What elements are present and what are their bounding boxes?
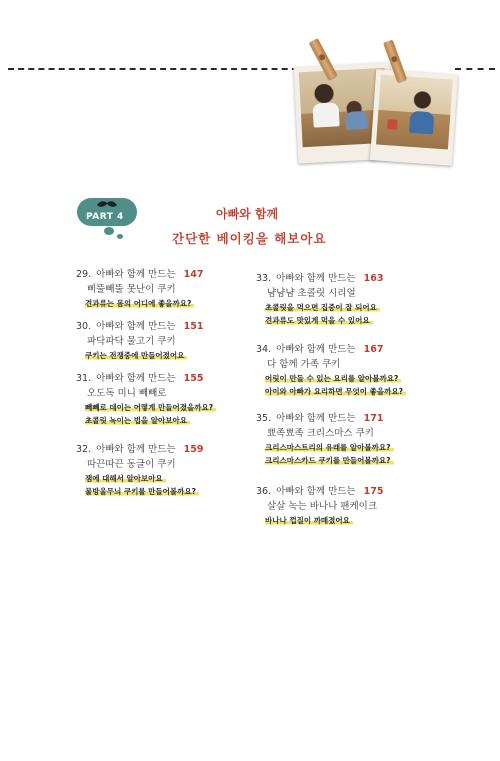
entry-heading: 아빠와 함께 만드는 [276, 413, 356, 424]
entry-note: 크리스마스트리의 유래를 알아볼까요? [265, 441, 394, 454]
entry-note: 빼빼로 데이는 어떻게 만들어졌을까요? [85, 401, 216, 414]
entry-heading: 아빠와 함께 만드는 [96, 321, 176, 332]
entry-title: 삐뚤빼뚤 못난이 쿠키 [87, 284, 176, 295]
entry-heading: 아빠와 함께 만드는 [276, 486, 356, 497]
entry-heading: 아빠와 함께 만드는 [96, 269, 176, 280]
entry-title: 뾰족뾰족 크리스마스 쿠키 [267, 428, 374, 439]
entry-title: 냠냠냠 초콜릿 시리얼 [267, 288, 356, 299]
entry-heading: 아빠와 함께 만드는 [96, 444, 176, 455]
toc-entry[interactable] [256, 485, 383, 527]
entry-note: 바나나 껍질이 까매졌어요 [265, 514, 383, 527]
mustache-icon [96, 201, 118, 208]
entry-note: 어릿이 만들 수 있는 요리를 알아볼까요? [265, 372, 406, 385]
dashed-divider-right [455, 68, 495, 70]
toc-entry[interactable] [256, 412, 394, 467]
entry-note: 견과류도 맛있게 먹을 수 있어요 [265, 314, 383, 327]
entry-title: 따끈따끈 동글이 쿠키 [87, 459, 176, 470]
entry-number: 31. [76, 373, 92, 384]
entry-number: 29. [76, 269, 92, 280]
page-number: 171 [363, 413, 384, 424]
part-title-line2: 간단한 베이킹을 해보아요 [172, 231, 327, 246]
entry-number: 33. [256, 273, 272, 284]
entry-note: 초콜릿 녹이는 법을 알아보아요 [85, 414, 216, 427]
page-number: 147 [183, 269, 204, 280]
page-number: 163 [363, 273, 384, 284]
page-number: 159 [183, 444, 204, 455]
part-title-line1: 아빠와 함께 [216, 207, 279, 221]
entry-number: 32. [76, 444, 92, 455]
page-number: 175 [363, 486, 384, 497]
toc-entry[interactable] [76, 268, 203, 310]
badge-bubble [117, 234, 123, 239]
entry-title: 살살 녹는 바나나 팬케이크 [267, 501, 378, 512]
entry-note: 쿠키는 전쟁중에 만들어졌어요 [85, 349, 203, 362]
photo-child-baking [370, 69, 458, 165]
entry-heading: 아빠와 함께 만드는 [96, 373, 176, 384]
page-number: 155 [183, 373, 204, 384]
entry-number: 34. [256, 344, 272, 355]
entry-note: 크리스마스카드 쿠키를 만들어볼까요? [265, 454, 394, 467]
entry-number: 35. [256, 413, 272, 424]
page-number: 167 [363, 344, 384, 355]
part-label: PART 4 [86, 212, 124, 222]
entry-heading: 아빠와 함께 만드는 [276, 344, 356, 355]
entry-note: 잼에 대해서 알아보아요 [85, 472, 203, 485]
toc-entry[interactable] [76, 320, 203, 362]
dashed-divider [8, 68, 308, 70]
entry-title: 파닥파닥 물고기 쿠키 [87, 336, 176, 347]
entry-note: 아이와 아빠가 요리하면 무엇이 좋을까요? [265, 385, 406, 398]
entry-number: 30. [76, 321, 92, 332]
entry-title: 오도독 미니 빼빼로 [87, 388, 167, 399]
entry-heading: 아빠와 함께 만드는 [276, 273, 356, 284]
entry-note: 물방울무늬 쿠키를 만들어볼까요? [85, 485, 203, 498]
toc-entry[interactable] [76, 372, 216, 427]
entry-note: 견과류는 몸의 어디에 좋을까요? [85, 297, 203, 310]
entry-number: 36. [256, 486, 272, 497]
badge-bubble [104, 227, 114, 235]
page-number: 151 [183, 321, 204, 332]
toc-entry[interactable] [76, 443, 203, 498]
toc-entry[interactable] [256, 343, 406, 398]
toc-entry[interactable] [256, 272, 383, 327]
entry-note: 초콜릿을 먹으면 집중이 잘 되어요 [265, 301, 383, 314]
entry-title: 다 함께 가족 쿠키 [267, 359, 341, 370]
